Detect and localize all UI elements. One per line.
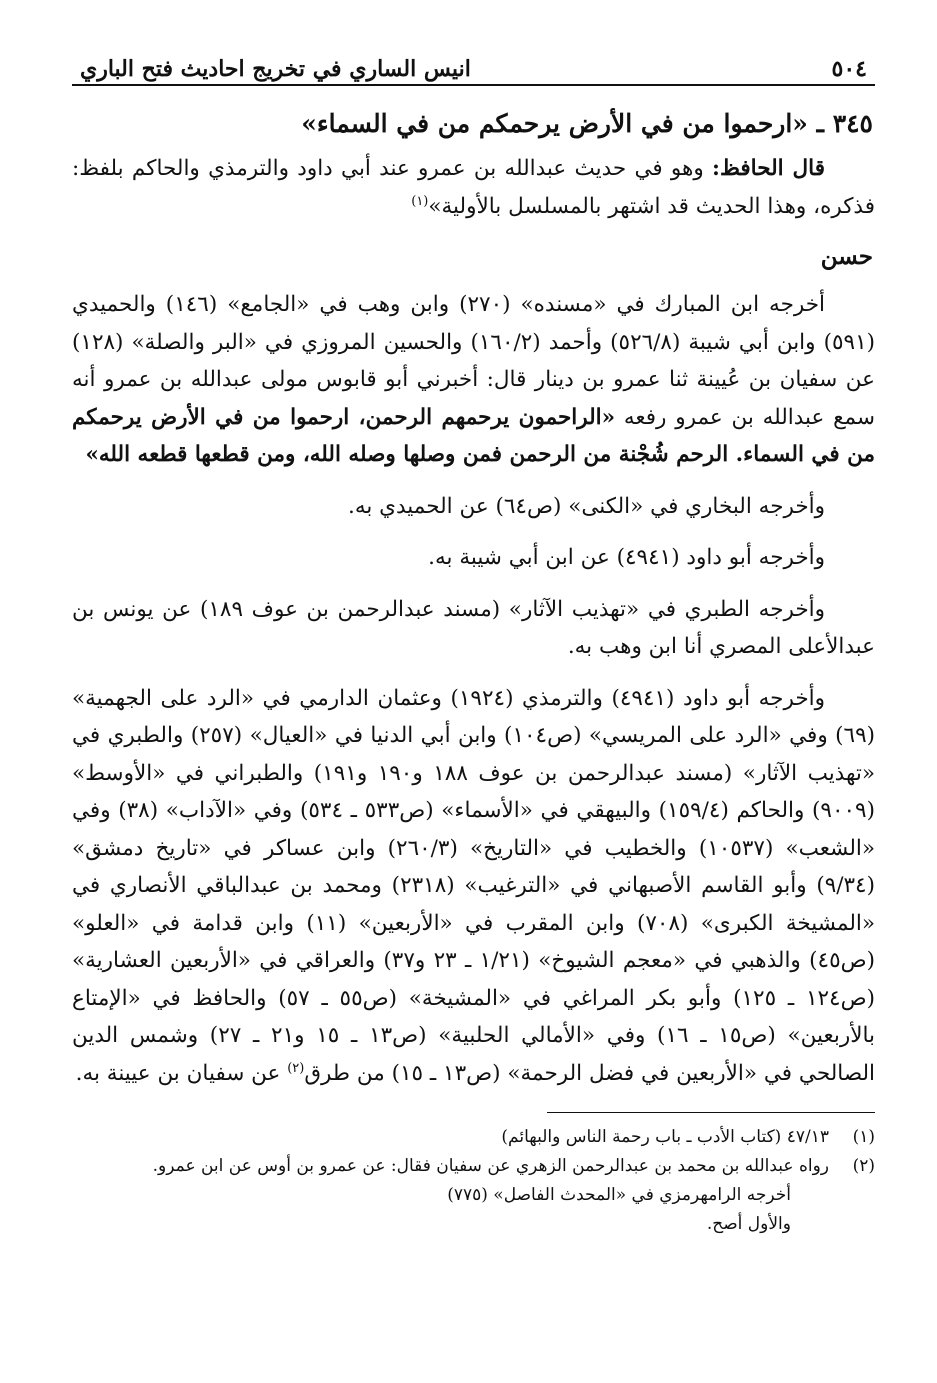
hafiz-statement [72,150,875,225]
hadith-matn-1: «الراحمون يرحمهم الرحمن، ارحموا من في الأرض يرحمكم [72,404,616,430]
hadith-heading [72,104,873,144]
p5-line-6: (٩/٣٤) وأبو القاسم الأصبهاني في «الترغيب» (٢٣١٨) ومحمد بن عبدالباقي الأنصاري في [72,873,875,898]
running-header [72,38,875,82]
p1-line-1: أخرجه ابن المبارك في «مسنده» (٢٧٠) وابن وهب في «الجامع» (١٤٦) والحميدي [72,292,825,317]
p5-line-5: وفي «الشعب» (١٠٥٣٧) والخطيب في «التاريخ» (٢٦٠/٣) وابن عساكر في «تاريخ دمشق» [72,798,876,861]
p5-last-a: «الأربعين في فضل الرحمة» (ص١٣ ـ ١٥) من طرق [304,1060,758,1086]
takhrij-paragraph-1 [72,286,875,474]
footnote-2-number: (٢) [852,1156,875,1176]
p5-line-9: ـ ١٢٥) وأبو بكر المراغي في «المشيخة» (ص٥٥ ـ ٥٧) والحافظ في «الإمتاع بالأربعين» [72,985,876,1048]
p4-line-2: عبدالأعلى المصري أنا ابن وهب به. [567,634,875,659]
hafiz-line-2: بلفظ: فذكره، وهذا الحديث قد اشتهر بالمسلسل بالأولية» [72,156,875,219]
takhrij-paragraph-3: وأخرجه أبو داود (٤٩٤١) عن ابن أبي شيبة به. [428,545,825,570]
takhrij-paragraph-4 [72,591,875,666]
footnote-2-text: رواه عبدالله بن محمد بن عبدالرحمن الزهري عن سفيان فقال: عن عمرو بن أوس عن ابن عمرو. [152,1156,829,1176]
footnote-1 [72,1123,875,1152]
hafiz-label: قال الحافظ: [712,156,825,181]
book-title: انيس الساري في تخريج احاديث فتح الباري [80,56,471,82]
footnote-ref-2: (٢) [287,1060,305,1076]
p5-line-1: وأخرجه أبو داود (٤٩٤١) والترمذي (١٩٢٤) وعثمان الدارمي في «الرد على الجهمية» [72,685,825,711]
p5-line-8: والذهبي في «معجم الشيوخ» (١/٢١ ـ ٢٣ و٣٧) والعراقي في «الأربعين العشارية» (ص١٢٤ [72,948,875,1011]
p5-line-2: (٦٩) وفي «الرد على المريسي» (ص١٠٤) وابن أبي الدنيا في «العيال» (٢٥٧) والطبري في [72,723,876,748]
p5-line-7: «المشيخة الكبرى» (٧٠٨) وابن المقرب في «الأربعين» (١١) وابن قدامة في «العلو» (ص٤٥) [72,910,876,973]
footnote-ref-1: (١) [411,193,429,209]
hadith-text: «ارحموا من في الأرض يرحمكم من في السماء» [301,109,808,138]
p1-line-3: (١٢٨) عن سفيان بن عُيينة ثنا عمرو بن دينار قال: أخبرني أبو قابوس مولى عبدالله بن عمرو [72,329,875,392]
hadith-grade: حسن [820,243,873,270]
footnote-2-line-2: أخرجه الرامهرمزي في «المحدث الفاصل» (٧٧٥) [447,1185,791,1205]
p4-line-1: وأخرجه الطبري في «تهذيب الآثار» (مسند عبدالرحمن بن عوف ١٨٩) عن يونس بن [72,596,825,622]
hadith-dash: ـ [816,109,824,138]
takhrij-paragraph-5 [72,680,875,1093]
p5-line-4: (٩٠٠٩) والحاكم (١٥٩/٤) والبيهقي في «الأسماء» (ص٥٣٣ ـ ٥٣٤) وفي «الآداب» (٣٨) [118,798,875,823]
footnote-2-line-3: والأول أصح. [706,1214,791,1234]
footnote-1-number: (١) [852,1127,875,1147]
p5-line-3: «تهذيب الآثار» (مسند عبدالرحمن بن عوف ١٨٨ و١٩٠ و١٩١) والطبراني في «الأوسط» [72,760,876,786]
header-rule [72,84,875,86]
hafiz-line-1: وهو في حديث عبدالله بن عمرو عند أبي داود والترمذي والحاكم [131,156,704,181]
page-number: ٥٠٤ [831,56,867,82]
p1-lead: أنه سمع عبدالله بن عمرو رفعه [72,367,875,430]
hadith-matn-2: من في السماء. الرحم شُجْنة من الرحمن فمن وصلها وصله الله، ومن قطعها قطعه الله» [85,442,875,467]
takhrij-paragraph-2: وأخرجه البخاري في «الكنى» (ص٦٤) عن الحميدي به. [348,493,825,519]
footnotes [72,1123,875,1239]
footnote-1-text: ٤٧/١٣ (كتاب الأدب ـ باب رحمة الناس والبهائم) [501,1127,829,1147]
footnote-2 [72,1152,875,1181]
p5-last-b: عن سفيان بن عيينة به. [75,1060,288,1086]
footnote-separator [547,1112,875,1113]
hadith-number: ٣٤٥ [832,109,873,138]
p1-line-2: (٥٩١) وابن أبي شيبة (٥٢٦/٨) وأحمد (١٦٠/٢) والحسين المروزي في «البر والصلة» [131,329,876,355]
p5-line-10: (ص١٥ ـ ١٦) وفي «الأمالي الحلبية» (ص١٣ ـ ١٥ و٢١ ـ ٢٧) وشمس الدين الصالحي في [72,1023,875,1086]
